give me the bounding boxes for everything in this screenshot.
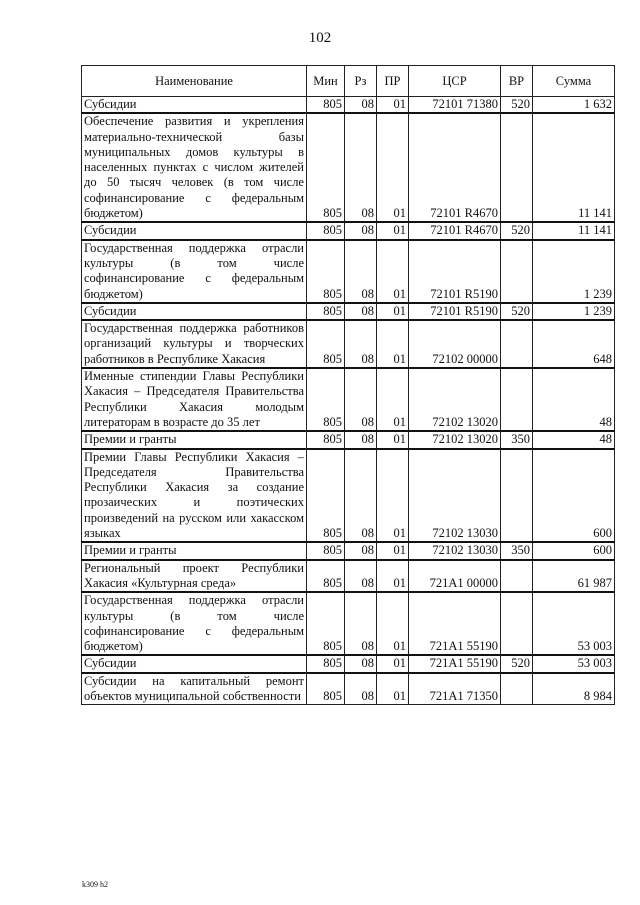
header-vr: ВР	[501, 66, 533, 97]
row-pr: 01	[377, 320, 409, 368]
row-name: Субсидии	[82, 97, 307, 114]
row-min: 805	[307, 303, 345, 320]
table-row	[82, 240, 615, 303]
row-pr: 01	[377, 560, 409, 593]
row-rz: 08	[345, 97, 377, 114]
row-pr: 01	[377, 222, 409, 239]
table-row	[82, 449, 615, 543]
row-csr: 72101 R5190	[409, 303, 501, 320]
row-sum: 1 239	[533, 303, 615, 320]
row-min: 805	[307, 449, 345, 543]
row-sum: 11 141	[533, 113, 615, 222]
row-vr	[501, 240, 533, 303]
row-rz: 08	[345, 542, 377, 559]
row-name: Региональный проект Республики Хакасия «Культурная среда»	[82, 560, 307, 593]
row-pr: 01	[377, 240, 409, 303]
row-min: 805	[307, 368, 345, 431]
row-pr: 01	[377, 673, 409, 705]
row-vr	[501, 560, 533, 593]
row-rz: 08	[345, 592, 377, 655]
row-csr: 72101 R4670	[409, 113, 501, 222]
row-csr: 72101 71380	[409, 97, 501, 114]
row-name: Государственная поддержка отрасли культуры (в том числе софинансирование с федеральным бюджетом)	[82, 240, 307, 303]
table-row	[82, 113, 615, 222]
table-row	[82, 673, 615, 705]
table-row	[82, 592, 615, 655]
row-min: 805	[307, 560, 345, 593]
row-name: Субсидии	[82, 222, 307, 239]
row-vr	[501, 592, 533, 655]
row-min: 805	[307, 113, 345, 222]
row-sum: 48	[533, 368, 615, 431]
row-csr: 721A1 55190	[409, 592, 501, 655]
row-pr: 01	[377, 368, 409, 431]
row-pr: 01	[377, 542, 409, 559]
row-vr	[501, 449, 533, 543]
row-vr	[501, 113, 533, 222]
table-row	[82, 560, 615, 593]
table-row	[82, 97, 615, 114]
header-csr: ЦСР	[409, 66, 501, 97]
row-min: 805	[307, 673, 345, 705]
row-name: Субсидии	[82, 655, 307, 672]
row-name: Премии Главы Республики Хакасия – Председателя Правительства Республики Хакасия за создание прозаических и поэтических произведений на русском или хакасском языках	[82, 449, 307, 543]
row-rz: 08	[345, 449, 377, 543]
row-pr: 01	[377, 97, 409, 114]
row-rz: 08	[345, 673, 377, 705]
table-row	[82, 303, 615, 320]
row-pr: 01	[377, 449, 409, 543]
table-row	[82, 222, 615, 239]
page-number: 102	[308, 30, 332, 46]
row-vr: 350	[501, 431, 533, 448]
row-pr: 01	[377, 113, 409, 222]
row-pr: 01	[377, 303, 409, 320]
row-rz: 08	[345, 655, 377, 672]
row-sum: 1 239	[533, 240, 615, 303]
row-rz: 08	[345, 303, 377, 320]
row-name: Именные стипендии Главы Республики Хакасия – Председателя Правительства Республики Хакасия молодым литераторам в возрасте до 35 лет	[82, 368, 307, 431]
row-vr: 520	[501, 655, 533, 672]
table-row	[82, 320, 615, 368]
row-min: 805	[307, 320, 345, 368]
row-vr: 520	[501, 303, 533, 320]
row-rz: 08	[345, 113, 377, 222]
row-sum: 53 003	[533, 592, 615, 655]
table-header-row	[82, 66, 615, 97]
row-csr: 72101 R4670	[409, 222, 501, 239]
row-vr	[501, 368, 533, 431]
row-min: 805	[307, 97, 345, 114]
row-rz: 08	[345, 560, 377, 593]
row-sum: 8 984	[533, 673, 615, 705]
header-pr: ПР	[377, 66, 409, 97]
row-sum: 600	[533, 449, 615, 543]
row-csr: 72102 13020	[409, 431, 501, 448]
row-rz: 08	[345, 240, 377, 303]
table-row	[82, 655, 615, 672]
row-min: 805	[307, 542, 345, 559]
row-rz: 08	[345, 320, 377, 368]
row-rz: 08	[345, 222, 377, 239]
row-csr: 72101 R5190	[409, 240, 501, 303]
row-name: Субсидии на капитальный ремонт объектов муниципальной собственности	[82, 673, 307, 705]
row-sum: 11 141	[533, 222, 615, 239]
row-vr: 520	[501, 222, 533, 239]
row-csr: 721A1 00000	[409, 560, 501, 593]
row-csr: 72102 00000	[409, 320, 501, 368]
row-min: 805	[307, 592, 345, 655]
table-row	[82, 542, 615, 559]
row-sum: 600	[533, 542, 615, 559]
row-name: Обеспечение развития и укрепления материально-технической базы муниципальных домов культуры в населенных пунктах с числом жителей до 50 тысяч человек (в том числе софинансирование с федеральным бюджетом)	[82, 113, 307, 222]
row-min: 805	[307, 431, 345, 448]
row-min: 805	[307, 655, 345, 672]
row-csr: 721A1 55190	[409, 655, 501, 672]
row-name: Субсидии	[82, 303, 307, 320]
header-rz: Рз	[345, 66, 377, 97]
row-csr: 72102 13020	[409, 368, 501, 431]
row-min: 805	[307, 222, 345, 239]
header-min: Мин	[307, 66, 345, 97]
row-pr: 01	[377, 592, 409, 655]
row-name: Премии и гранты	[82, 431, 307, 448]
header-name: Наименование	[82, 66, 307, 97]
row-vr	[501, 320, 533, 368]
row-sum: 61 987	[533, 560, 615, 593]
row-pr: 01	[377, 655, 409, 672]
row-csr: 721A1 71350	[409, 673, 501, 705]
row-sum: 53 003	[533, 655, 615, 672]
row-pr: 01	[377, 431, 409, 448]
row-name: Премии и гранты	[82, 542, 307, 559]
row-name: Государственная поддержка отрасли культуры (в том числе софинансирование с федеральным бюджетом)	[82, 592, 307, 655]
row-sum: 48	[533, 431, 615, 448]
row-csr: 72102 13030	[409, 542, 501, 559]
row-rz: 08	[345, 431, 377, 448]
row-min: 805	[307, 240, 345, 303]
budget-table	[81, 65, 615, 705]
row-vr	[501, 673, 533, 705]
row-name: Государственная поддержка работников организаций культуры и творческих работников в Республике Хакасия	[82, 320, 307, 368]
row-vr: 350	[501, 542, 533, 559]
row-csr: 72102 13030	[409, 449, 501, 543]
table-row	[82, 368, 615, 431]
row-vr: 520	[501, 97, 533, 114]
header-sum: Сумма	[533, 66, 615, 97]
row-sum: 1 632	[533, 97, 615, 114]
row-sum: 648	[533, 320, 615, 368]
footer-code: k309 h2	[82, 880, 108, 889]
table-row	[82, 431, 615, 448]
row-rz: 08	[345, 368, 377, 431]
